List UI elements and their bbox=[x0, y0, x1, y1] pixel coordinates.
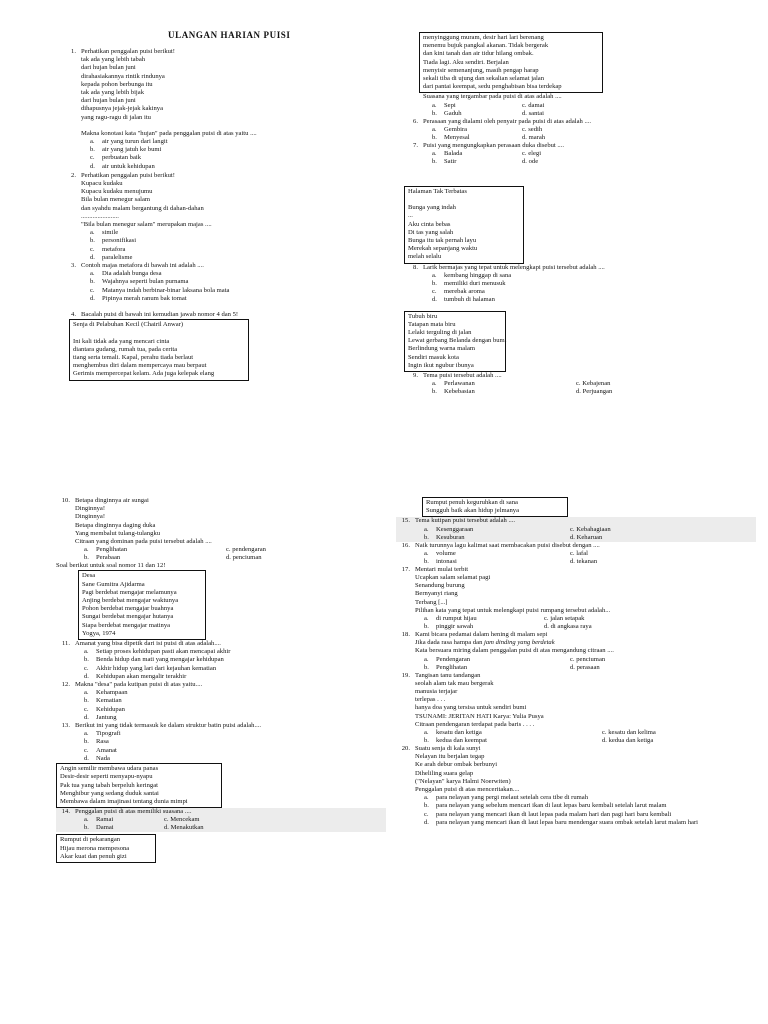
question-4-intro: 4. Bacalah puisi di bawah ini kemudian jawab nomor 4 dan 5! bbox=[71, 311, 239, 319]
poem-q17: Ucapkan salam selamat pagi Senandung burung Bernyanyi riang Terbang [...] Pilihan kata yang tepat untuk melengkapi puisi rumpang tersebut adalah... bbox=[415, 574, 611, 614]
option-18a[interactable]: a. Pendengaran bbox=[424, 655, 471, 663]
poem-box-tubuh: Tubuh biru Tatapan mata biru Lelaki terguling di jalan Lewat gerbang Belanda dengan bumi Berlindung warna malam Sendiri masuk kota Ingin ikut ngubur ibunya bbox=[404, 311, 506, 372]
option-19d[interactable]: d. kedua dan ketiga bbox=[602, 737, 654, 745]
option-4b[interactable]: b. Gaduh bbox=[432, 109, 462, 117]
option-2b[interactable]: b. personifikasi bbox=[90, 237, 137, 245]
question-6: 6. Perasaan yang dialami oleh penyair pada puisi di atas adalah .... bbox=[413, 117, 592, 125]
left-top-column bbox=[62, 48, 372, 381]
option-row-10bd bbox=[56, 554, 386, 562]
option-3c[interactable]: c. Matanya indah berbinar-binar laksana bola mata bbox=[90, 286, 230, 294]
option-17a[interactable]: a. di rumput hijau bbox=[424, 615, 477, 623]
poem-q10: Dinginnya! Dinginnya! Betapa dinginnya daging duka Yang membalut tulang-tulangku Citraan yang dominan pada puisi tersebut adalah .... bbox=[75, 505, 212, 546]
poem-q2: Kupacu kudaku Kupacu kudaku menujumu Bila bulan menegur salam dan syahdu malam bergantung di dahan-dahan ....................... bbox=[81, 180, 204, 220]
option-20c[interactable]: c. para nelayan yang mencari ikan di laut lepas pada malam hari dan pagi hari baru kembali bbox=[424, 810, 672, 818]
question-3: 3. Contoh majas metafora di bawah ini adalah .... bbox=[71, 262, 204, 270]
option-row-19ac bbox=[396, 729, 756, 737]
option-15c[interactable]: c. Kebahagiaan bbox=[570, 525, 611, 533]
question-8: 8. Larik bermajas yang tepat untuk melengkapi puisi tersebut adalah .... bbox=[413, 263, 605, 271]
question-12: 12. Makna "desa" pada kutipan puisi di atas yaitu.... bbox=[61, 681, 203, 689]
option-1a[interactable]: a. air yang turun dari langit bbox=[90, 138, 168, 146]
option-9d[interactable]: d. Perjuangan bbox=[576, 388, 613, 396]
option-4a[interactable]: a. Sepi bbox=[432, 101, 456, 109]
option-18d[interactable]: d. perasaan bbox=[570, 663, 600, 671]
option-row-4bd bbox=[404, 110, 744, 118]
option-12c[interactable]: c. Kehidupan bbox=[84, 705, 125, 713]
option-7d[interactable]: d. ode bbox=[522, 158, 539, 166]
question-17: 17. Mentari mulai terbit bbox=[401, 565, 469, 573]
option-row-14bd bbox=[56, 824, 386, 832]
option-row-7bd bbox=[404, 158, 744, 166]
option-1c[interactable]: c. perbuatan baik bbox=[90, 154, 141, 162]
option-row-15bd bbox=[396, 534, 756, 542]
option-7c[interactable]: c. elegi bbox=[522, 150, 542, 158]
option-10b[interactable]: b. Perabaan bbox=[84, 554, 121, 562]
poem-q19: seolah alam tak mau bergerak manusia terjajar terlepas . . . hanya doa yang tersisa untuk sendiri bumi TSUNAMI: JERITAN HATI Karya: Yulia Pusya Citraan pendengaran terdapat pada baris . . . . bbox=[415, 679, 544, 728]
option-row-17ac bbox=[396, 615, 756, 623]
poem-box-continued: menyinggung muram, desir hari lari berenang menemu bujuk pangkal akanan. Tidak bergerak dan kini tanah dan air tidur hilang ombak. Tiada lagi. Aku sendiri. Berjalan menyisir semenanjung, masih pengap harap sekali tiba di ujung dan sekalian selamat jalan dari pantai keempat, sedu penghabisan bisa terdekap bbox=[419, 32, 603, 93]
option-row-19bd bbox=[396, 737, 756, 745]
option-16a[interactable]: a. volume bbox=[424, 549, 456, 557]
question-11: 11. Amanat yang bisa dipetik dari isi puisi di atas adalah.... bbox=[62, 640, 221, 648]
option-17c[interactable]: c. jalan setapak bbox=[544, 615, 585, 623]
right-bottom-column bbox=[396, 497, 756, 827]
option-19a[interactable]: a. kesatu dan ketiga bbox=[424, 729, 482, 737]
poem-box-senja: Senja di Pelabuhan Kecil (Chairil Anwar) Ini kali tidak ada yang mencari cinta diantara gudang, rumah tua, pada cerita tiang serta temali. Kapal, perahu tiada berlaut menghembus diri dalam mempercaya mau berpaut Gerimis mempercepat kelam. Ada juga kelepak elang bbox=[69, 319, 249, 380]
option-11c[interactable]: c. Akhir hidup yang lari dari kejauhan kematian bbox=[84, 664, 217, 672]
option-6b[interactable]: b. Menyesal bbox=[432, 133, 470, 141]
option-6a[interactable]: a. Gembira bbox=[432, 125, 468, 133]
option-7b[interactable]: b. Satir bbox=[432, 158, 457, 166]
option-1b[interactable]: b. air yang jatuh ke bumi bbox=[90, 146, 162, 154]
option-row-6ac bbox=[404, 126, 744, 134]
option-row-15ac bbox=[396, 526, 756, 534]
option-19c[interactable]: c. kesatu dan kelima bbox=[602, 729, 656, 737]
option-2a[interactable]: a. simile bbox=[90, 229, 119, 237]
question-2-text: "Bila bulan menegur salam" merupakan majas .... bbox=[81, 221, 212, 229]
option-15a[interactable]: a. Kesenggaraan bbox=[424, 525, 474, 533]
right-top-column bbox=[404, 32, 744, 396]
option-14b[interactable]: b. Damai bbox=[84, 824, 114, 832]
option-16c[interactable]: c. lafal bbox=[570, 549, 588, 557]
poem-box-rumput: Rumput di pekarangan Hijau merona mempesona Akar kuat dan penuh gizi bbox=[56, 834, 156, 863]
option-14a[interactable]: a. Ramai bbox=[84, 816, 114, 824]
poem-box-halaman: Halaman Tak Terbatas Bunga yang indah ... Aku cinta bebas Di tas yang salah Bunga itu tak pernah layu Merekah sepanjang waktu melah selalu bbox=[404, 186, 524, 264]
option-11d[interactable]: d. Kehidupan akan mengalir terakhir bbox=[84, 672, 187, 680]
option-row-10ac bbox=[56, 546, 386, 554]
option-3b[interactable]: b. Wajahnya seperti bulan purnama bbox=[90, 278, 189, 286]
option-18c[interactable]: c. penciuman bbox=[570, 655, 606, 663]
option-row-4ac bbox=[404, 102, 744, 110]
option-3d[interactable]: d. Pipinya merah ranum bak tomat bbox=[90, 294, 187, 302]
option-20a[interactable]: a. para nelayan yang pergi melaut setelah cera tibe di rumah bbox=[424, 794, 589, 802]
option-18b[interactable]: b. Penglihatan bbox=[424, 663, 468, 671]
option-row-14ac bbox=[56, 816, 386, 824]
option-12a[interactable]: a. Kehampaan bbox=[84, 689, 128, 697]
poem-q1: tak ada yang lebih tabah dari hujan bulan juni dirahasiakannya rintik rindunya kepada pohon berbunga itu tak ada yang lebih bijak dari hujan bulan juni dihapusnya jejak-jejak kakinya yang ragu-ragu di jalan itu bbox=[81, 56, 165, 121]
option-row-18ac bbox=[396, 656, 756, 664]
poem-q18: Jika dada rasa hampa dan jam dinding yang berdetak Kata bersuara miring dalam penggalan puisi di atas mengandung citraan .... bbox=[415, 639, 614, 655]
question-14: 14. Penggalan puisi di atas memiliki suasana .... bbox=[61, 808, 192, 816]
option-8a[interactable]: a. kembang hinggap di sana bbox=[432, 271, 512, 279]
option-2d[interactable]: d. paralelisme bbox=[90, 253, 133, 261]
question-1-text: Makna konotasi kata "hujan" pada penggalan puisi di atas yaitu .... bbox=[81, 129, 257, 137]
question-9: 9. Tema puisi tersebut adalah .... bbox=[413, 372, 502, 380]
question-16: 16. Naik turunnya lagu kalimat saat membacakan puisi disebut dengan .... bbox=[401, 541, 600, 549]
option-13a[interactable]: a. Tipografi bbox=[84, 730, 121, 738]
poem-box-desa: Desa Sane Gumitra Ajidarma Pagi berdebat mengajar melamunya Anjing berdebat mengajar waktunya Pohon berdebat mengajar buahnya Sungai berdebat mengajar hutanya Siapa berdebat mengajar matinya Yogya, 1974 bbox=[78, 570, 206, 640]
option-4c[interactable]: c. damai bbox=[522, 101, 545, 109]
question-13: 13. Berikut ini yang tidak termasuk ke dalam struktur batin puisi adalah.... bbox=[61, 722, 262, 730]
option-7a[interactable]: a. Balada bbox=[432, 150, 463, 158]
question-10: 10. Betapa dinginnya air sungai bbox=[61, 497, 149, 504]
option-11a[interactable]: a. Setiap proses kehidupan pasti akan mencapai akhir bbox=[84, 648, 231, 656]
question-19: 19. Tangisan tanu tandangan bbox=[401, 671, 481, 679]
option-10d[interactable]: d. penciuman bbox=[226, 554, 262, 562]
option-14c[interactable]: c. Mencekam bbox=[164, 816, 200, 824]
option-8b[interactable]: b. memiliki duri menusuk bbox=[432, 280, 506, 288]
option-19b[interactable]: b. kedua dan keempat bbox=[424, 737, 487, 745]
question-14-block bbox=[56, 808, 386, 832]
poem-box-rumput-cont: Rumput penuh keguruhkan di sana Sungguh baik akan hidup jelmanya bbox=[422, 497, 568, 517]
option-12d[interactable]: d. Jantung bbox=[84, 713, 117, 721]
option-row-9ac bbox=[404, 380, 744, 388]
question-20: 20. Suatu senja di kala sunyi bbox=[401, 745, 481, 753]
option-row-18bd bbox=[396, 664, 756, 672]
option-16b[interactable]: b. intonasi bbox=[424, 557, 457, 565]
option-11b[interactable]: b. Benda hidup dan mati yang mengajar kehidupan bbox=[84, 656, 224, 664]
option-row-6bd bbox=[404, 134, 744, 142]
option-14d[interactable]: d. Menakutkan bbox=[164, 824, 204, 832]
option-8c[interactable]: c. merebak aroma bbox=[432, 288, 485, 296]
option-20d[interactable]: d. para nelayan yang mencari ikan di laut lepas baru mendengar suara ombak setelah larut malam hari bbox=[424, 818, 698, 826]
option-3a[interactable]: a. Dia adalah bunga desa bbox=[90, 270, 162, 278]
option-6d[interactable]: d. marah bbox=[522, 133, 546, 141]
option-20b[interactable]: b. para nelayan yang sebelum mencari ikan di laut lepas baru kembali setelah larut malam bbox=[424, 802, 667, 810]
option-1d[interactable]: d. air untuk kehidupan bbox=[90, 162, 155, 170]
option-row-16ac bbox=[396, 550, 756, 558]
option-13d[interactable]: d. Nada bbox=[84, 754, 110, 762]
question-2: 2. Perhatikan penggalan puisi berikut! bbox=[71, 171, 175, 179]
option-12b[interactable]: b. Kematian bbox=[84, 697, 122, 705]
option-4d[interactable]: d. santai bbox=[522, 109, 544, 117]
option-row-7ac bbox=[404, 150, 744, 158]
option-row-9bd bbox=[404, 388, 744, 396]
option-9b[interactable]: b. Kebebasian bbox=[432, 388, 475, 396]
question-15: 15. Tema kutipan puisi tersebut adalah .... bbox=[401, 517, 516, 525]
option-13c[interactable]: c. Amanat bbox=[84, 746, 117, 754]
question-1: 1. Perhatikan penggalan puisi berikut! bbox=[71, 48, 175, 55]
option-15b[interactable]: b. Kesuburan bbox=[424, 533, 465, 541]
option-2c[interactable]: c. metafora bbox=[90, 245, 126, 253]
option-9a[interactable]: a. Perlawanan bbox=[432, 380, 475, 388]
question-15-block bbox=[396, 517, 756, 541]
poem-q20: Nelayan itu berjalan tegap Ke arah debur ombak berbunyi Diheliling suara gelap ("Nelayan" karya Halmi Noerwiten) Penggalan puisi di atas menceritakan.... bbox=[415, 753, 520, 794]
left-bottom-column bbox=[56, 497, 386, 863]
page-title: ULANGAN HARIAN PUISI bbox=[168, 30, 291, 40]
question-4-text: Suasana yang tergambar pada puisi di atas adalah .... bbox=[423, 93, 562, 101]
option-row-16bd bbox=[396, 558, 756, 566]
option-15d[interactable]: d. Keharuan bbox=[570, 533, 603, 541]
poem-box-angin: Angin semilir membawa udara panas Desir-desir seperti menyapu-nyapu Pak tua yang tabah berpeluh keringat Menghibur yang sedang duduk santai Membawa dalam imajinasi tentang dunia mimpi bbox=[56, 763, 222, 808]
option-17b[interactable]: b. pinggir sawah bbox=[424, 623, 474, 631]
option-6c[interactable]: c. sedih bbox=[522, 125, 543, 133]
option-9c[interactable]: c. Kebajenan bbox=[576, 380, 611, 388]
question-7: 7. Puisi yang mengungkapkan perasaan duka disebut .... bbox=[413, 141, 565, 149]
option-row-17bd bbox=[396, 623, 756, 631]
question-18: 18. Kami bicara pedamai dalam hening di malam sepi bbox=[401, 631, 548, 639]
option-16d[interactable]: d. tekanan bbox=[570, 557, 598, 565]
option-13b[interactable]: b. Rasa bbox=[84, 738, 109, 746]
option-8d[interactable]: d. tumbuh di halaman bbox=[432, 296, 495, 304]
instruction-11-12: Soal berikut untuk soal nomor 11 dan 12! bbox=[56, 562, 166, 570]
option-10a[interactable]: a. Penglihatan bbox=[84, 546, 128, 554]
option-17d[interactable]: d. di angkasa raya bbox=[544, 623, 592, 631]
option-10c[interactable]: c. pendengaran bbox=[226, 546, 266, 554]
